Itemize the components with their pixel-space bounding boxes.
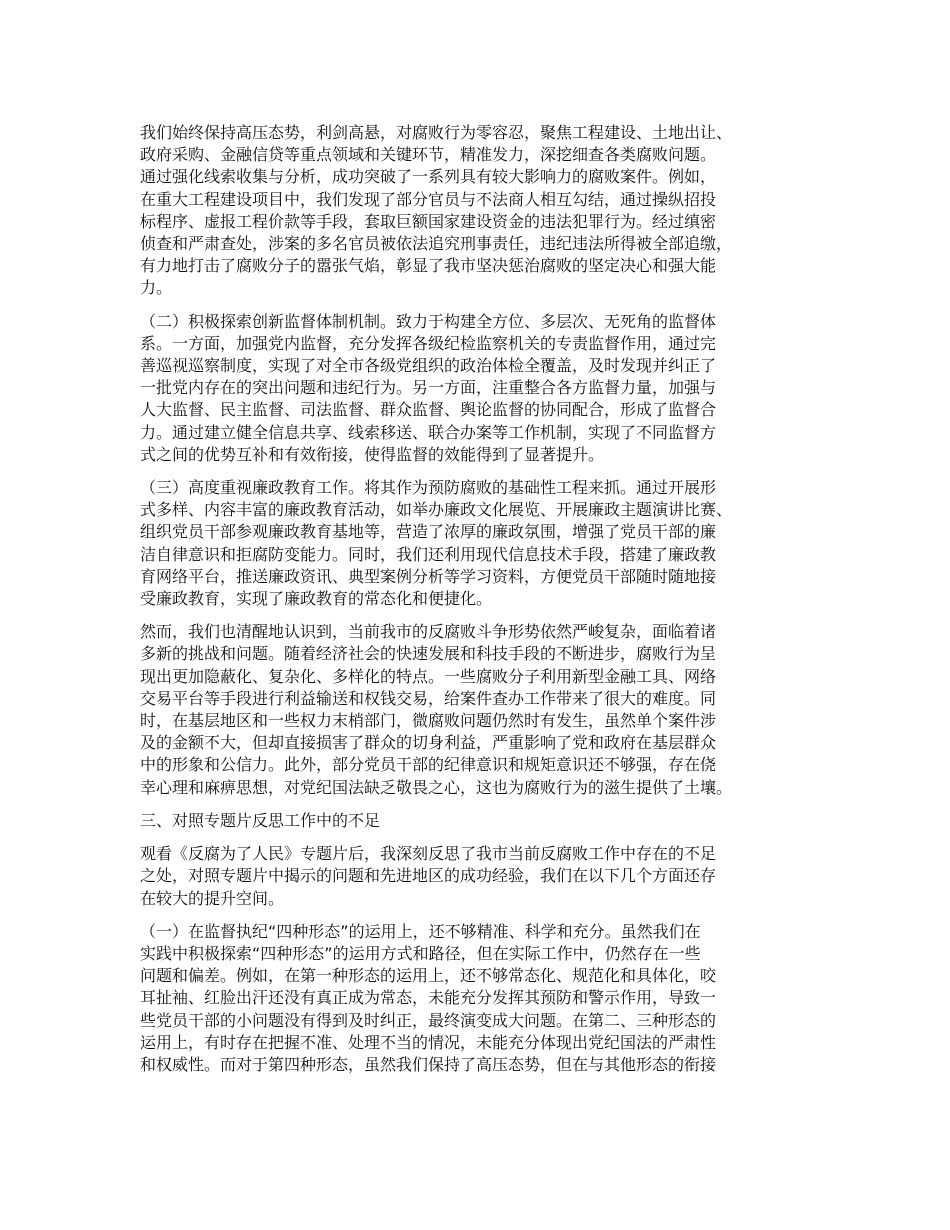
text-line: 时，在基层地区和一些权力末梢部门，微腐败问题仍然时有发生，虽然单个案件涉 bbox=[140, 711, 717, 731]
text-line: （二）积极探索创新监督体制机制。致力于构建全方位、多层次、无死角的监督体 bbox=[140, 311, 717, 331]
text-line: 交易平台等手段进行利益输送和权钱交易，给案件查办工作带来了很大的难度。同 bbox=[140, 688, 717, 708]
text-line: 式多样、内容丰富的廉政教育活动，如举办廉政文化展览、开展廉政主题演讲比赛、 bbox=[140, 500, 733, 520]
text-line: 实践中积极探索“四种形态”的运用方式和路径，但在实际工作中，仍然存在一些 bbox=[140, 943, 701, 963]
text-line: 系。一方面，加强党内监督，充分发挥各级纪检监察机关的专责监督作用，通过完 bbox=[140, 333, 717, 353]
text-line: 侦查和严肃查处，涉案的多名官员被依法追究刑事责任，违纪违法所得被全部追缴， bbox=[140, 234, 733, 254]
paragraph-reflection bbox=[140, 843, 830, 910]
text-line: 人大监督、民主监督、司法监督、群众监督、舆论监督的协同配合，形成了监督合 bbox=[140, 400, 717, 420]
text-line: （三）高度重视廉政教育工作。将其作为预防腐败的基础性工程来抓。通过开展形 bbox=[140, 478, 717, 498]
text-line: 幸心理和麻痹思想，对党纪国法缺乏敬畏之心，这也为腐败行为的滋生提供了土壤。 bbox=[140, 777, 733, 797]
text-line: 然而，我们也清醒地认识到，当前我市的反腐败斗争形势依然严峻复杂，面临着诸 bbox=[140, 622, 717, 642]
text-line: 通过强化线索收集与分析，成功突破了一系列具有较大影响力的腐败案件。例如， bbox=[140, 167, 717, 187]
text-line: 之处，对照专题片中揭示的问题和先进地区的成功经验，我们在以下几个方面还存 bbox=[140, 866, 717, 886]
text-line: 标程序、虚报工程价款等手段，套取巨额国家建设资金的违法犯罪行为。经过缜密 bbox=[140, 211, 717, 231]
text-line: 运用上，有时存在把握不准、处理不当的情况，未能充分体现出党纪国法的严肃性 bbox=[140, 1032, 717, 1052]
text-line: 问题和偏差。例如，在第一种形态的运用上，还不够常态化、规范化和具体化，咬 bbox=[140, 966, 717, 986]
text-line: 政府采购、金融信贷等重点领域和关键环节，精准发力，深挖细查各类腐败问题。 bbox=[140, 145, 717, 165]
paragraph-education bbox=[140, 477, 830, 610]
section-heading: 三、对照专题片反思工作中的不足 bbox=[140, 810, 381, 830]
text-line: 我们始终保持高压态势，利剑高悬，对腐败行为零容忍，聚焦工程建设、土地出让、 bbox=[140, 123, 733, 142]
text-line: （一）在监督执纪“四种形态”的运用上，还不够精准、科学和充分。虽然我们在 bbox=[140, 921, 701, 941]
text-line: 一批党内存在的突出问题和违纪行为。另一方面，注重整合各方监督力量，加强与 bbox=[140, 378, 717, 398]
text-line: 耳扯袖、红脸出汗还没有真正成为常态，未能充分发挥其预防和警示作用，导致一 bbox=[140, 988, 717, 1008]
document-page bbox=[140, 122, 830, 1087]
text-line: 力。 bbox=[140, 278, 173, 298]
text-line: 在较大的提升空间。 bbox=[140, 888, 285, 908]
text-line: 和权威性。而对于第四种形态，虽然我们保持了高压态势，但在与其他形态的衔接 bbox=[140, 1054, 717, 1074]
text-line: 现出更加隐蔽化、复杂化、多样化的特点。一些腐败分子利用新型金融工具、网络 bbox=[140, 666, 717, 686]
text-line: 及的金额不大，但却直接损害了群众的切身利益，严重影响了党和政府在基层群众 bbox=[140, 733, 717, 753]
text-line: 组织党员干部参观廉政教育基地等，营造了浓厚的廉政氛围，增强了党员干部的廉 bbox=[140, 522, 717, 542]
text-line: 式之间的优势互补和有效衔接，使得监督的效能得到了显著提升。 bbox=[140, 444, 605, 464]
text-line: 洁自律意识和拒腐防变能力。同时，我们还利用现代信息技术手段，搭建了廉政教 bbox=[140, 544, 717, 564]
text-line: 在重大工程建设项目中，我们发现了部分官员与不法商人相互勾结，通过操纵招投 bbox=[140, 189, 717, 209]
text-line: 力。通过建立健全信息共享、线索移送、联合办案等工作机制，实现了不同监督方 bbox=[140, 422, 717, 442]
text-line: 善巡视巡察制度，实现了对全市各级党组织的政治体检全覆盖，及时发现并纠正了 bbox=[140, 356, 717, 376]
text-line: 观看《反腐为了人民》专题片后，我深刻反思了我市当前反腐败工作中存在的不足 bbox=[140, 844, 717, 864]
paragraph-supervision bbox=[140, 311, 830, 466]
paragraph-four-forms bbox=[140, 921, 830, 1076]
text-line: 些党员干部的小问题没有得到及时纠正，最终演变成大问题。在第二、三种形态的 bbox=[140, 1010, 717, 1030]
text-line: 育网络平台，推送廉政资讯、典型案例分析等学习资料，方便党员干部随时随地接 bbox=[140, 566, 717, 586]
paragraph-challenges bbox=[140, 621, 830, 799]
text-line: 有力地打击了腐败分子的嚣张气焰，彰显了我市坚决惩治腐败的坚定决心和强大能 bbox=[140, 256, 717, 276]
text-line: 受廉政教育，实现了廉政教育的常态化和便捷化。 bbox=[140, 589, 493, 609]
text-line: 中的形象和公信力。此外，部分党员干部的纪律意识和规矩意识还不够强，存在侥 bbox=[140, 755, 717, 775]
paragraph-crackdown bbox=[140, 122, 830, 300]
text-line: 多新的挑战和问题。随着经济社会的快速发展和科技手段的不断进步，腐败行为呈 bbox=[140, 644, 717, 664]
